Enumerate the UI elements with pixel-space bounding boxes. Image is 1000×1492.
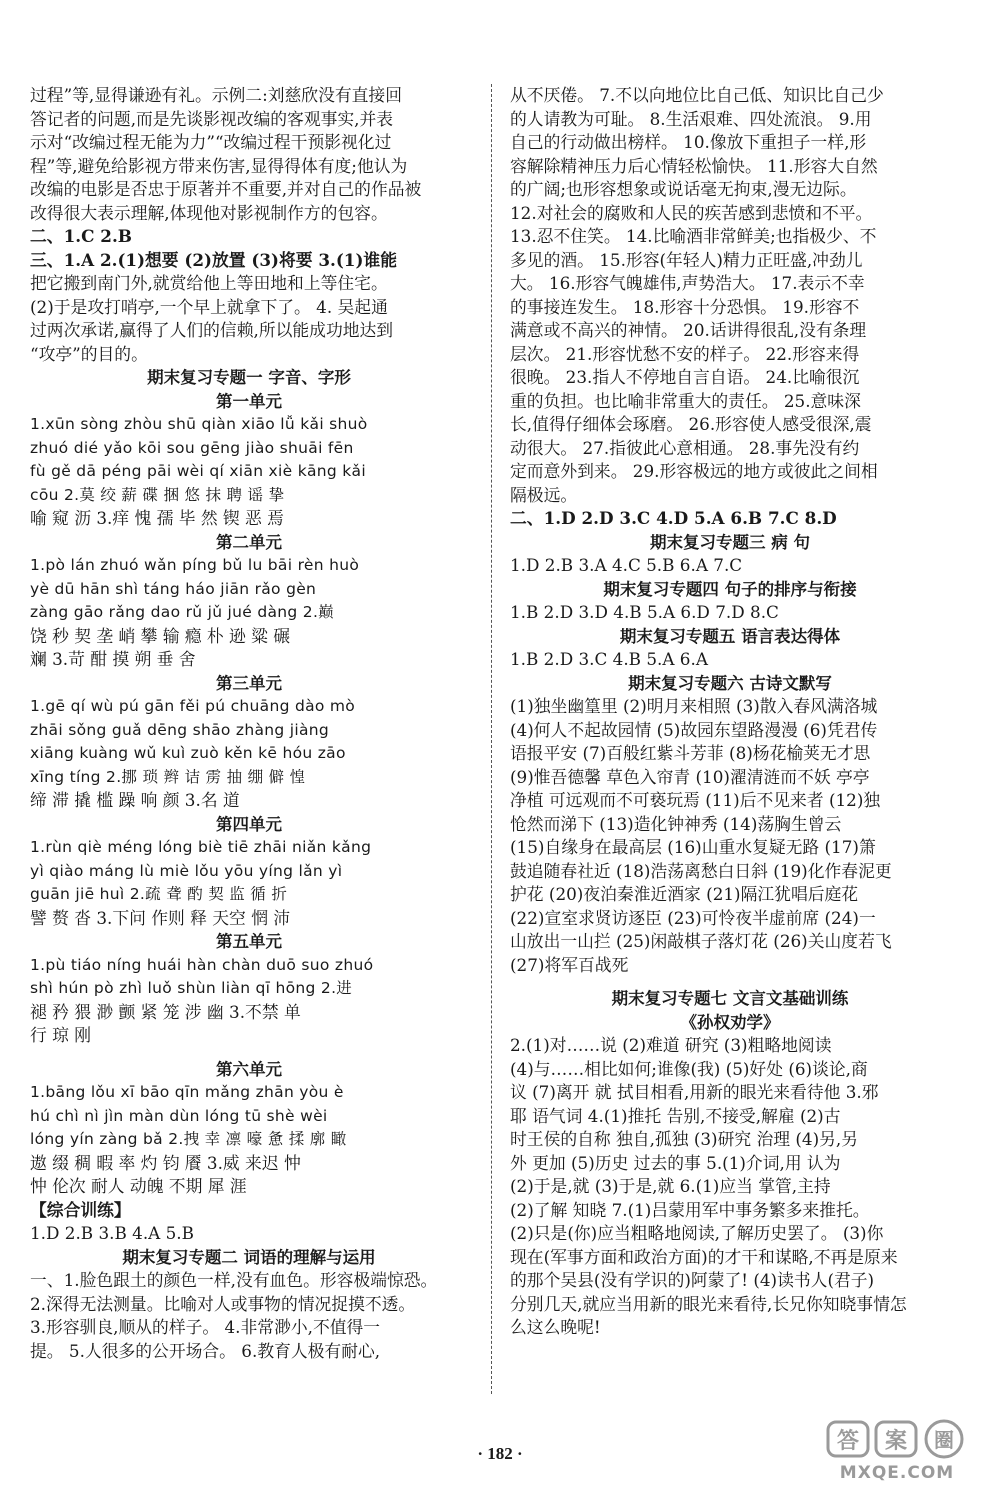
right-text-line: (4)与……相比如何;谁像(我) (5)好处 (6)谈论,商 — [510, 1058, 868, 1079]
left-text-line: zhāi sǒng guǎ dēng shāo zhàng jiàng — [30, 720, 330, 739]
right-text-line: 很晚。 23.指人不停地自言自语。 24.比喻很沉 — [510, 367, 860, 387]
left-text-line: 提。 5.人很多的公开场合。 6.教育人极有耐心, — [30, 1340, 381, 1361]
right-text-line: 满意或不高兴的神情。 20.话讲得很乱,没有条理 — [510, 320, 867, 340]
right-text-line: (2)于是,就 (3)于是,就 6.(1)应当 掌管,主持 — [510, 1176, 831, 1196]
right-section-heading: 期末复习专题四 句子的排序与衔接 — [603, 579, 857, 599]
right-text-line: 从不厌倦。 7.不以向地位比自己低、知识比自己少 — [510, 85, 884, 105]
right-text-line: 怆然而涕下 (13)造化钟神秀 (14)荡胸生曾云 — [510, 813, 842, 834]
left-text-line: 1.bāng lǒu xī bāo qīn mǎng zhān yòu è — [30, 1083, 344, 1101]
right-text-line: 层次。 21.形容忧愁不安的样子。 22.形容来得 — [510, 343, 860, 364]
left-section-heading: 第二单元 — [216, 532, 282, 552]
left-text-line: 1.pù tiáo níng huái hàn chàn duō suo zhuó — [30, 955, 374, 974]
left-section-heading: 第一单元 — [216, 391, 282, 411]
right-text-line: 护花 (20)夜泊秦淮近酒家 (21)隔江犹唱后庭花 — [510, 884, 859, 904]
right-section-heading: 期末复习专题三 病 句 — [650, 532, 810, 552]
svg-text:案: 案 — [884, 1429, 908, 1454]
left-text-line: 行 琼 刚 — [30, 1025, 92, 1045]
left-section-heading: 第六单元 — [216, 1059, 282, 1079]
right-spacer — [510, 977, 950, 987]
left-text-line: guān jiē huì 2.疏 聋 酌 契 监 循 折 — [30, 885, 288, 903]
right-text-line: 时王侯的自称 独自,孤独 (3)研究 治理 (4)另,另 — [510, 1129, 859, 1149]
watermark-logo — [822, 1418, 972, 1482]
right-text-line: 定而意外到来。 29.形容极远的地方或彼此之间相 — [510, 461, 878, 481]
right-section-heading: 期末复习专题六 古诗文默写 — [628, 673, 832, 693]
right-text-line: 鼓追随春社近 (18)浩荡离愁白日斜 (19)化作春泥更 — [510, 860, 892, 881]
left-text-line: hú chì nì jìn màn dùn lóng tū shè wèi — [30, 1106, 328, 1125]
right-text-line: 的事接连发生。 18.形容十分恐惧。 19.形容不 — [510, 296, 860, 317]
left-text-line: 忡 伦次 耐人 动魄 不期 犀 涯 — [30, 1176, 247, 1196]
left-text-line: 过程”等,显得谦逊有礼。示例二:刘慈欣没有直接回 — [30, 85, 402, 105]
right-text-line: 议 (7)离开 就 拭目相看,用新的眼光来看待他 3.邪 — [510, 1082, 879, 1102]
left-text-line: 1.D 2.B 3.B 4.A 5.B — [30, 1223, 194, 1243]
left-section-heading: 期末复习专题一 字音、字形 — [147, 368, 351, 387]
right-text-line: 隔极远。 — [510, 484, 578, 505]
left-text-line: 3.形容驯良,顺从的样子。 4.非常渺小,不值得一 — [30, 1317, 381, 1337]
left-text-line: yè dū hān shì táng háo jiān rǎo gèn — [30, 579, 317, 598]
left-text-line: yì qiào máng lù miè lǒu yōu yíng lǎn yì — [30, 861, 343, 880]
left-section-heading: 第四单元 — [216, 814, 282, 834]
right-text-line: 耶 语气词 4.(1)推托 告别,不接受,解雇 (2)古 — [510, 1105, 841, 1126]
right-text-line: (9)惟吾德馨 草色入帘青 (10)濯清涟而不妖 亭亭 — [510, 766, 870, 787]
left-section-heading: 第三单元 — [216, 673, 282, 693]
right-text-line: 1.B 2.D 3.D 4.B 5.A 6.D 7.D 8.C — [510, 602, 779, 622]
svg-text:MXQE.COM: MXQE.COM — [839, 1463, 955, 1482]
right-text-line: 长,值得仔细体会琢磨。 26.形容使人感受很深,震 — [510, 414, 872, 434]
right-text-line: 大。 16.形容气魄雄伟,声势浩大。 17.表示不幸 — [510, 273, 865, 293]
left-text-line: 改编的电影是否忠于原著并不重要,并对自己的作品被 — [30, 179, 422, 199]
left-text-line: 喻 窥 沥 3.痒 愧 孺 毕 然 锲 恶 焉 — [30, 508, 284, 528]
left-text-line: 譬 赘 沓 3.下问 作则 释 天空 惘 沛 — [30, 907, 291, 928]
left-column — [30, 84, 468, 1363]
right-section-heading: 期末复习专题五 语言表达得体 — [619, 626, 841, 646]
left-text-line: “攻亭”的目的。 — [30, 343, 148, 364]
left-text-line: (2)于是攻打哨亭,一个早上就拿下了。 4. 吴起通 — [30, 296, 388, 317]
svg-text:圈: 圈 — [934, 1428, 954, 1452]
left-text-line: xīng tíng 2.挪 琐 辫 诘 雳 抽 绷 僻 惶 — [30, 767, 306, 786]
right-text-line: 多见的酒。 15.形容(年轻人)精力正旺盛,冲劲儿 — [510, 249, 863, 270]
right-text-line: (4)何人不起故园情 (5)故园东望路漫漫 (6)凭君传 — [510, 719, 878, 740]
right-text-line: 13.忍不住笑。 14.比喻酒非常鲜美;也指极少、不 — [510, 226, 877, 246]
svg-text:答: 答 — [836, 1429, 860, 1454]
left-text-line: 改得很大表示理解,体现他对影视制作方的包容。 — [30, 202, 388, 223]
left-text-line: 【综合训练】 — [30, 1199, 131, 1220]
column-divider — [491, 84, 492, 1394]
right-section-heading: 期末复习专题七 文言文基础训练 — [611, 989, 849, 1008]
right-text-line: 语报平安 (7)百般红紫斗芳菲 (8)杨花榆荚无才思 — [510, 743, 871, 763]
right-text-line: (22)宣室求贤访逐臣 (23)可怜夜半虚前席 (24)一 — [510, 907, 876, 928]
right-section-heading: 《孙权劝学》 — [680, 1012, 780, 1032]
left-text-line: zhuó dié yǎo kōi sou gēng jiào shuāi fēn — [30, 438, 354, 457]
left-section-heading: 第五单元 — [216, 932, 282, 951]
right-text-line: 1.D 2.B 3.A 4.C 5.B 6.A 7.C — [510, 555, 743, 575]
left-text-line: 褪 矜 猥 渺 颤 紧 笼 涉 幽 3.不禁 单 — [30, 1001, 301, 1022]
left-text-line: 1.xūn sòng zhòu shū qiàn xiāo lǚ kǎi shuò — [30, 415, 368, 433]
right-text-line: (2)了解 知晓 7.(1)吕蒙用军中事务繁多来推托。 — [510, 1199, 870, 1220]
left-text-line: 过两次承诺,赢得了人们的信赖,所以能成功地达到 — [30, 320, 394, 340]
left-text-line: 斓 3.苛 酣 摸 朔 垂 舍 — [30, 649, 196, 669]
right-text-line: 二、1.D 2.D 3.C 4.D 5.A 6.B 7.C 8.D — [510, 508, 837, 528]
page-number: · 182 · — [477, 1444, 523, 1463]
right-text-line: 山放出一山拦 (25)闲敲棋子落灯花 (26)关山度若飞 — [510, 931, 892, 951]
left-text-line: 1.pò lán zhuó wǎn píng bǔ lu bāi rèn huò — [30, 556, 360, 574]
left-text-line: 一、1.脸色跟土的颜色一样,没有血色。形容极端惊恐。 — [30, 1270, 438, 1290]
right-text-line: (15)自缘身在最高层 (16)山重水复疑无路 (17)箫 — [510, 837, 876, 857]
left-section-heading: 期末复习专题二 词语的理解与运用 — [122, 1247, 376, 1267]
right-text-line: (1)独坐幽篁里 (2)明月来相照 (3)散入春风满洛城 — [510, 696, 878, 716]
left-text-line: 1.gē qí wù pú gān fěi pú chuāng dào mò — [30, 697, 356, 715]
left-text-line: fù gě dā péng pāi wèi qí xiān xiè kāng kǎi — [30, 462, 366, 480]
right-text-line: 么这么晚呢! — [510, 1317, 601, 1337]
right-text-line: 重的负担。也比喻非常重大的责任。 25.意味深 — [510, 390, 861, 411]
right-text-line: 分别几天,就应当用新的眼光来看待,长兄你知晓事情怎 — [510, 1293, 907, 1314]
left-text-line: 1.rùn qiè méng lóng biè tiē zhāi niǎn kǎng — [30, 838, 372, 856]
right-text-line: 外 更加 (5)历史 过去的事 5.(1)介词,用 认为 — [510, 1152, 841, 1173]
left-text-line: 把它搬到南门外,就赏给他上等田地和上等住宅。 — [30, 273, 388, 293]
right-text-line: 动很大。 27.指彼此心意相通。 28.事先没有约 — [510, 437, 860, 458]
right-text-line: 的人请教为可耻。 8.生活艰难、四处流浪。 9.用 — [510, 108, 872, 129]
left-text-line: 二、1.C 2.B — [30, 226, 132, 246]
right-text-line: 12.对社会的腐败和人民的疾苦感到悲愤和不平。 — [510, 202, 873, 223]
right-text-line: 自己的行动做出榜样。 10.像放下重担子一样,形 — [510, 132, 867, 152]
left-text-line: 三、1.A 2.(1)想要 (2)放置 (3)将要 3.(1)谁能 — [30, 249, 397, 270]
left-text-line: 示对“改编过程无能为力”“改编过程干预影视化过 — [30, 132, 392, 152]
left-text-line: 饶 秒 契 垄 峭 攀 输 瘾 朴 逊 粱 碾 — [30, 625, 291, 646]
left-text-line: 答记者的问题,而是先谈影视改编的客观事实,并表 — [30, 108, 394, 129]
right-text-line: 的广阔;也形容想象或说话毫无拘束,漫无边际。 — [510, 179, 857, 199]
left-text-line: 遨 缀 稠 暇 率 灼 钧 餍 3.威 来迟 忡 — [30, 1152, 301, 1173]
left-text-line: 程”等,避免给影视方带来伤害,显得得体有度;他认为 — [30, 155, 408, 176]
right-column — [510, 84, 950, 1340]
right-text-line: 2.(1)对……说 (2)难道 研究 (3)粗略地阅读 — [510, 1035, 832, 1055]
right-text-line: (27)将军百战死 — [510, 954, 629, 975]
right-text-line: 容解除精神压力后心情轻松愉快。 11.形容大自然 — [510, 155, 878, 176]
left-text-line: zàng gāo rǎng dao rǔ jǔ jué dàng 2.巅 — [30, 603, 334, 621]
left-text-line: 2.深得无法测量。比喻对人或事物的情况捉摸不透。 — [30, 1293, 416, 1314]
right-text-line: 净植 可远观而不可亵玩焉 (11)后不见来者 (12)独 — [510, 790, 881, 810]
right-text-line: 的那个吴县(没有学识的)阿蒙了! (4)读书人(君子) — [510, 1270, 875, 1290]
left-text-line: cōu 2.莫 绞 薪 碟 捆 悠 抹 聘 谣 挚 — [30, 485, 285, 504]
right-text-line: 现在(军事方面和政治方面)的才干和谋略,不再是原来 — [510, 1246, 898, 1267]
left-text-line: shì hún pò zhì luǒ shùn liàn qī hōng 2.进 — [30, 979, 353, 997]
watermark-icon — [822, 1418, 972, 1482]
left-text-line: xiāng kuàng wǔ kuì zuò kěn kē hóu zāo — [30, 744, 346, 762]
left-spacer — [30, 1048, 468, 1058]
right-text-line: 1.B 2.D 3.C 4.B 5.A 6.A — [510, 649, 708, 669]
left-text-line: lóng yín zàng bǎ 2.拽 幸 凛 嚎 惫 揉 廓 瞰 — [30, 1130, 347, 1148]
right-text-line: (2)只是(你)应当粗略地阅读,了解历史罢了。 (3)你 — [510, 1223, 884, 1243]
left-text-line: 缔 滞 撬 槛 躁 响 颜 3.名 道 — [30, 790, 240, 810]
